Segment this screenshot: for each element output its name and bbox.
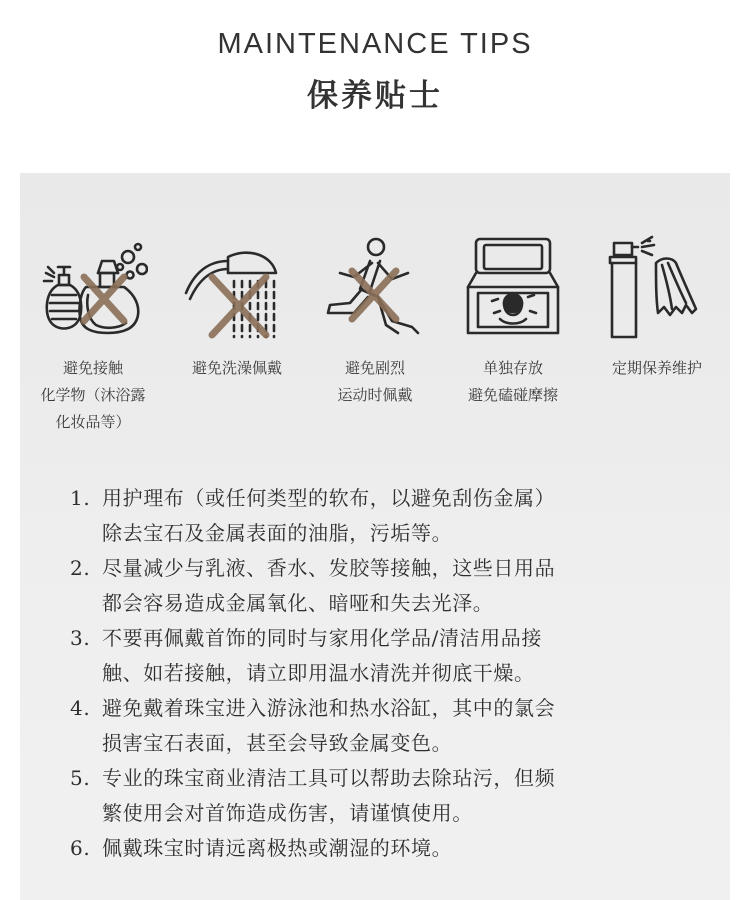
tip-text: 除去宝石及金属表面的油脂，污垢等。 [102, 521, 453, 545]
tip-text: 用护理布（或任何类型的软布，以避免刮伤金属） [102, 486, 556, 510]
shower-crossed-icon [182, 233, 292, 343]
tips-panel [20, 173, 730, 900]
tip-text: 不要再佩戴首饰的同时与家用化学品/清洁用品接 [102, 626, 542, 650]
caption-regular-maintenance [577, 355, 737, 382]
tip-text: 触、如若接触，请立即用温水清洗并彻底干燥。 [102, 661, 535, 685]
caption-line: 避免剧烈 [344, 359, 405, 377]
tip-number: 4. [70, 696, 91, 720]
tip-item [70, 621, 710, 691]
icon-row [20, 233, 730, 343]
tip-item [70, 761, 710, 831]
tip-item [70, 831, 710, 866]
tip-number: 3. [70, 626, 91, 650]
caption-store-separately [433, 355, 593, 409]
tip-text: 都会容易造成金属氧化、暗哑和失去光泽。 [102, 591, 494, 615]
tip-number: 1. [70, 486, 91, 510]
caption-avoid-chemicals [13, 355, 173, 436]
caption-line: 避免洗澡佩戴 [191, 359, 282, 377]
caption-line: 避免磕碰摩擦 [467, 386, 558, 404]
tip-number: 5. [70, 766, 91, 790]
caption-line: 运动时佩戴 [337, 386, 413, 404]
title-chinese: 保养贴士 [307, 78, 443, 114]
page-header [0, 0, 750, 172]
caption-line: 化学物（沐浴露 [40, 386, 146, 404]
tip-item [70, 481, 710, 551]
tip-text: 损害宝石表面，甚至会导致金属变色。 [102, 731, 453, 755]
spray-cloth-icon [602, 233, 712, 343]
caption-line: 避免接触 [62, 359, 123, 377]
jewelry-box-icon [458, 233, 568, 343]
running-person-crossed-icon [320, 233, 430, 343]
tip-number: 6. [70, 836, 91, 860]
tip-text: 避免戴着珠宝进入游泳池和热水浴缸，其中的氯会 [102, 696, 556, 720]
caption-avoid-exercise [295, 355, 455, 409]
title-english: MAINTENANCE TIPS [217, 28, 533, 60]
tip-number: 2. [70, 556, 91, 580]
tip-text: 佩戴珠宝时请远离极热或潮湿的环境。 [102, 836, 453, 860]
caption-line: 单独存放 [482, 359, 543, 377]
tip-text: 繁使用会对首饰造成伤害，请谨慎使用。 [102, 801, 473, 825]
tip-text: 专业的珠宝商业清洁工具可以帮助去除玷污，但频 [102, 766, 556, 790]
perfume-bottle-crossed-icon [38, 233, 148, 343]
tip-item [70, 691, 710, 761]
tip-item [70, 551, 710, 621]
tips-list [70, 481, 710, 866]
tip-text: 尽量减少与乳液、香水、发胶等接触，这些日用品 [102, 556, 556, 580]
caption-line: 定期保养维护 [611, 359, 702, 377]
caption-avoid-shower [157, 355, 317, 382]
caption-line: 化妆品等） [55, 413, 131, 431]
